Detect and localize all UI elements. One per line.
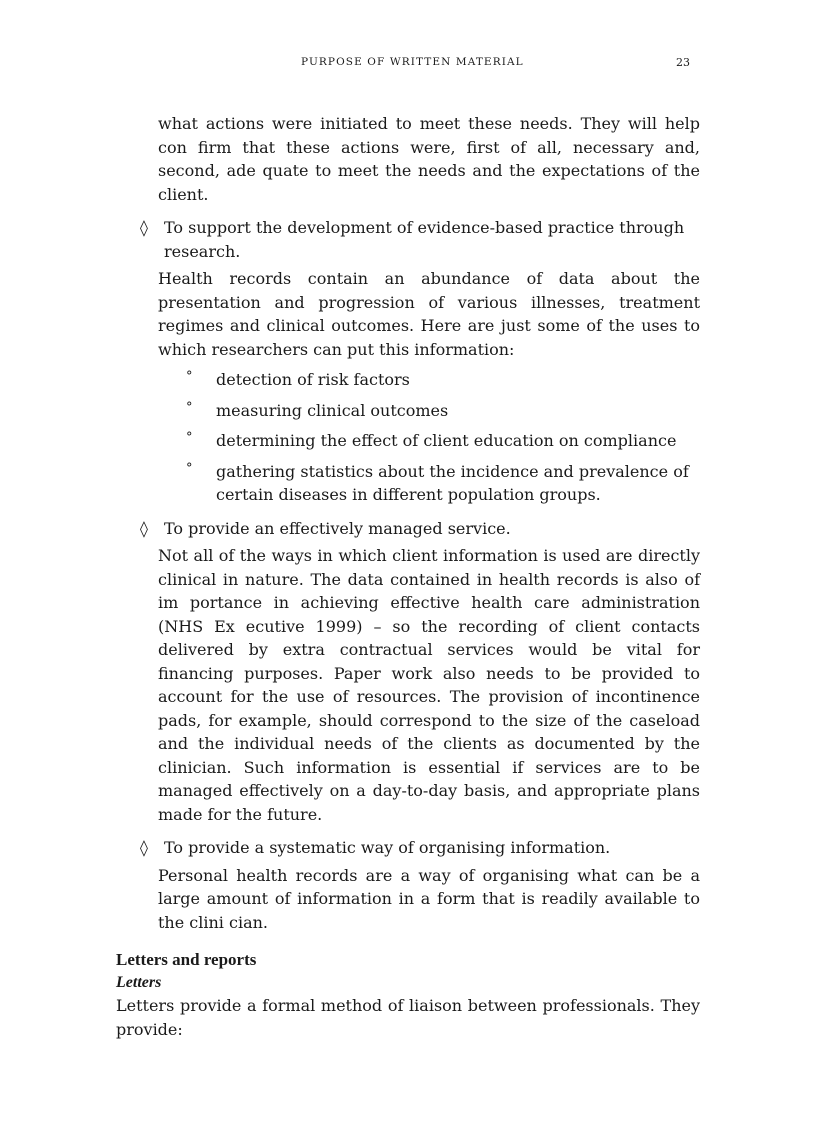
circle-bullet-icon: ° — [186, 399, 193, 415]
body-text — [116, 112, 700, 1041]
paragraph-letters: Letters provide a formal method of liaison between professionals. They provide: — [116, 996, 700, 1039]
list-item — [116, 399, 700, 423]
list-item-text: detection of risk factors — [216, 370, 410, 389]
list-item-text: determining the effect of client education on compliance — [216, 431, 677, 450]
page-number: 23 — [676, 56, 690, 69]
research-uses-list — [116, 368, 700, 507]
paragraph-service: Not all of the ways in which client information is used are directly clinical in nature. The data contained in health records is also of im portance in achieving effective health care administration (NHS Ex ecutive 1999) – so the recording of client contacts delivered by extra contractual services would be vital for financing purposes. Paper work also needs to be provided to account for the use of resources. The provision of incontinence pads, for example, should correspond to the size of the caseload and the individual needs of the clients as documented by the clinician. Such information is essential if services are to be managed effectively on a day-to-day basis, and appropriate plans made for the future. — [158, 546, 700, 824]
section-heading: Letters and reports — [116, 950, 257, 969]
list-item-text: measuring clinical outcomes — [216, 400, 449, 420]
diamond-bullet-icon: ◊ — [140, 218, 148, 237]
paragraph-intro: what actions were initiated to meet these needs. They will help con firm that these actions were, first of all, necessary and, second, ade quate to meet the needs and the expectations of the client. — [158, 114, 700, 204]
paragraph-organise: Personal health records are a way of organising what can be a large amount of information in a form that is readily available to the clini cian. — [158, 865, 700, 932]
list-item — [116, 368, 700, 392]
circle-bullet-icon: ° — [186, 369, 193, 384]
list-item — [116, 460, 700, 507]
subsection-heading: Letters — [116, 974, 162, 991]
diamond-bullet-icon: ◊ — [140, 838, 148, 857]
bullet-organise-text: To provide a systematic way of organising information. — [164, 838, 611, 857]
bullet-research-text: To support the development of evidence-based practice through research. — [164, 218, 685, 261]
bullet-service — [116, 517, 700, 541]
circle-bullet-icon: ° — [186, 430, 193, 445]
circle-bullet-icon: ° — [186, 460, 193, 476]
bullet-organise — [116, 836, 700, 860]
diamond-bullet-icon: ◊ — [140, 518, 148, 538]
bullet-service-text: To provide an effectively managed service. — [164, 518, 511, 538]
list-item-text: gathering statistics about the incidence and prevalence of certain diseases in different population groups. — [216, 461, 689, 504]
list-item — [116, 429, 700, 453]
running-head — [0, 56, 816, 70]
running-title: PURPOSE OF WRITTEN MATERIAL — [301, 56, 524, 68]
paragraph-research: Health records contain an abundance of data about the presentation and progression of various illnesses, treatment regimes and clinical outcomes. Here are just some of the uses to which researchers can put this information: — [158, 269, 700, 359]
bullet-research — [116, 216, 700, 263]
